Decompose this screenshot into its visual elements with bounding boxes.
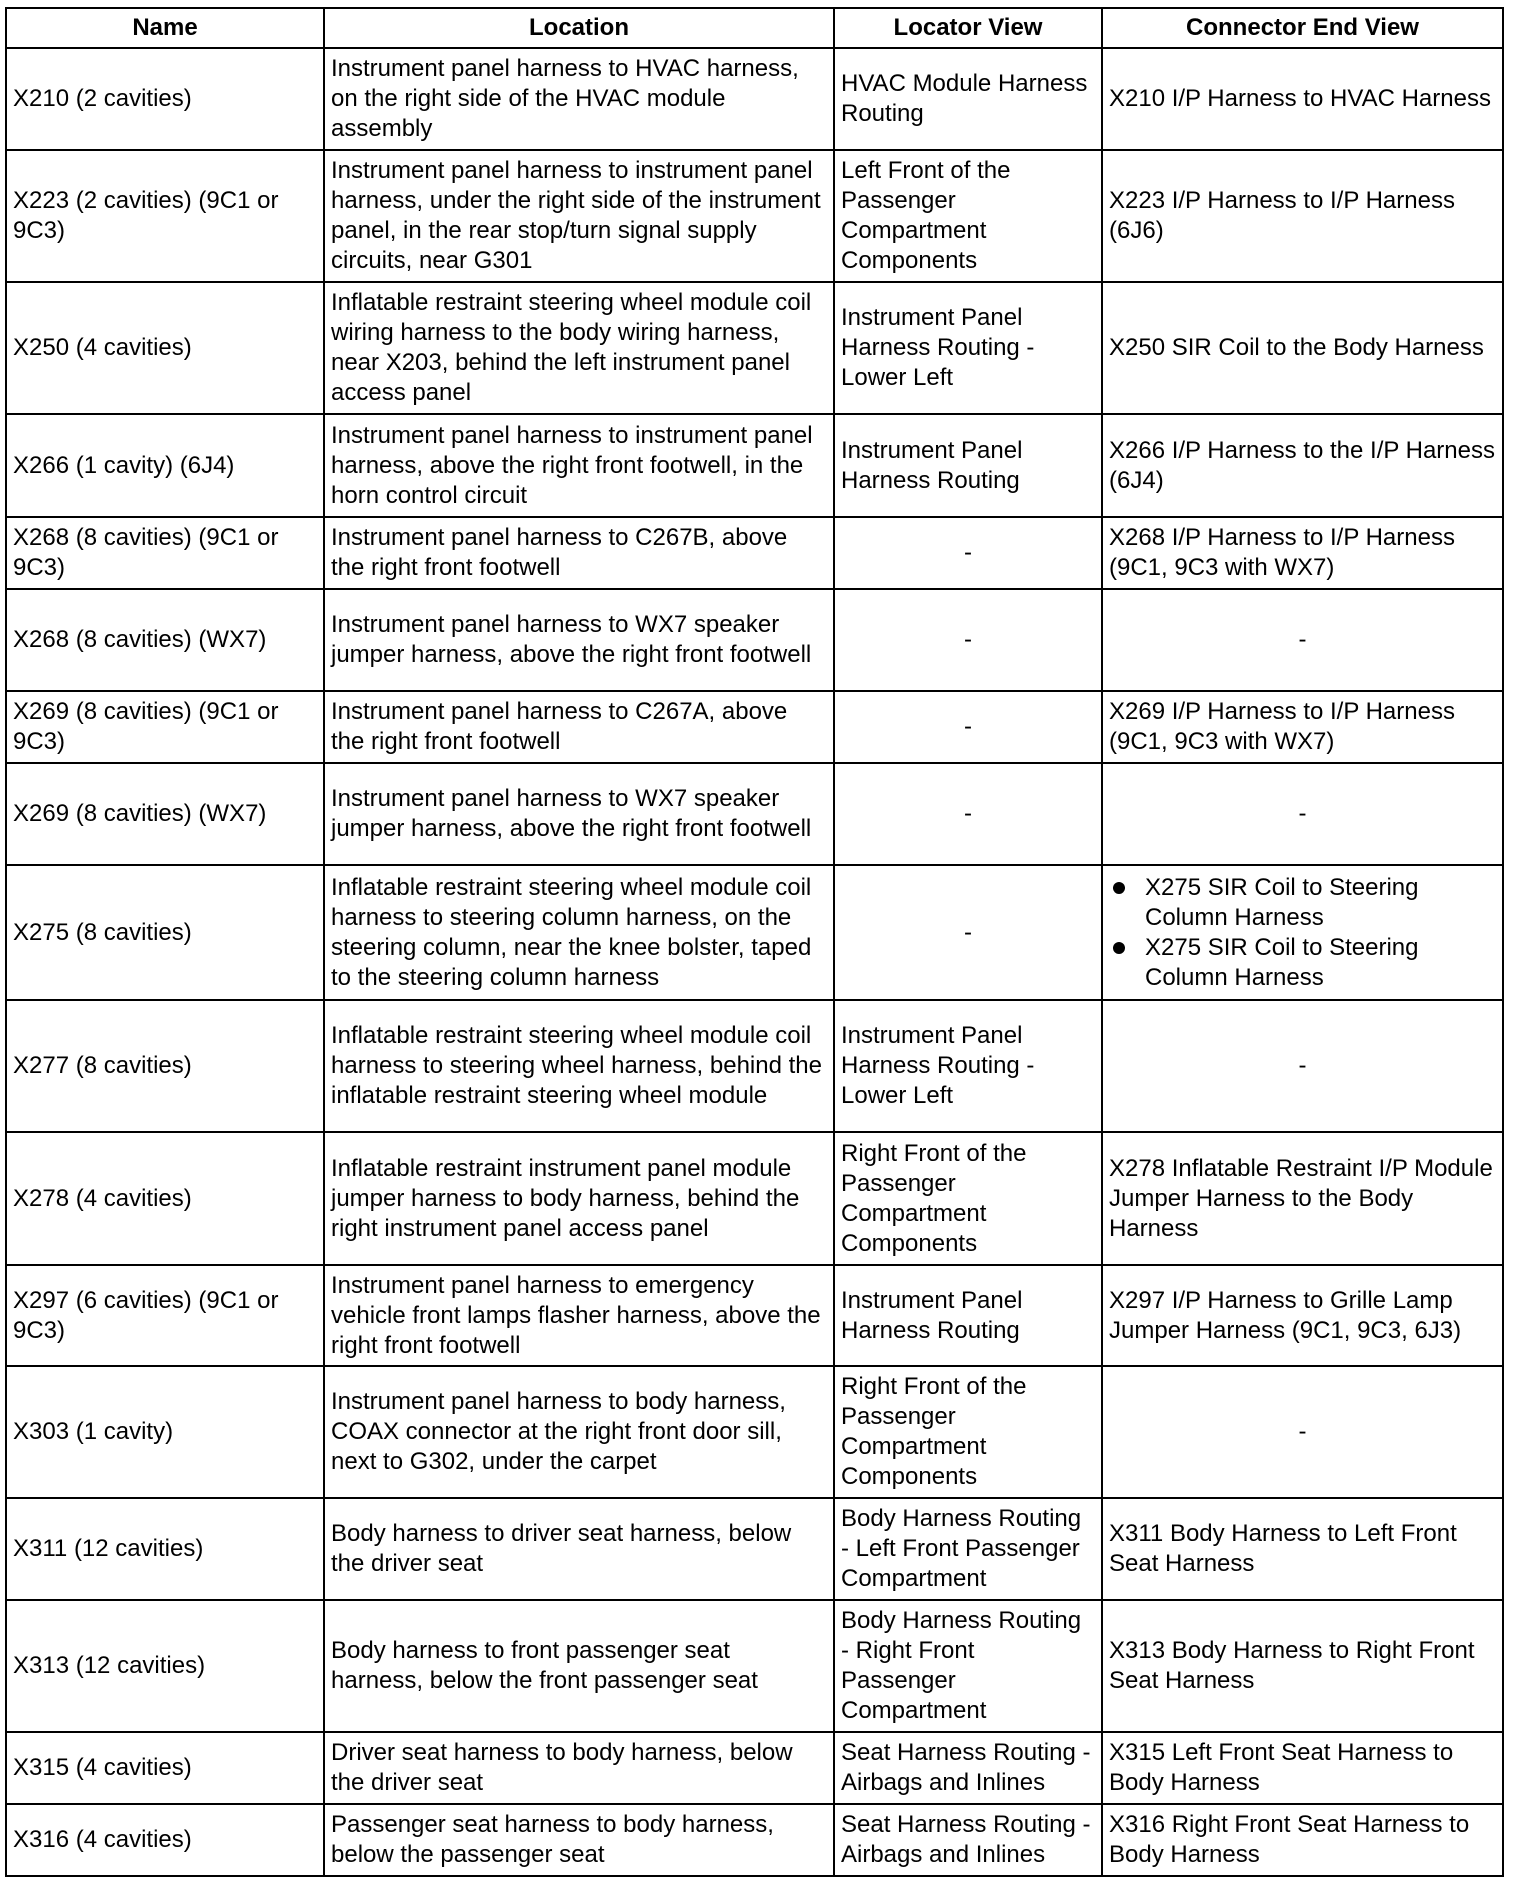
cell-connector-end-view: X278 Inflatable Restraint I/P Module Jumper Harness to the Body Harness: [1102, 1132, 1503, 1265]
table-row: [6, 1000, 1503, 1132]
cell-locator-view: -: [834, 763, 1102, 865]
table-row: [6, 1498, 1503, 1600]
cell-connector-end-view: X266 I/P Harness to the I/P Harness (6J4): [1102, 414, 1503, 517]
table-row: [6, 48, 1503, 150]
bullet-icon: [1113, 942, 1125, 954]
cell-connector-end-view: -: [1102, 589, 1503, 691]
table-row: [6, 865, 1503, 1000]
cell-locator-view: HVAC Module Harness Routing: [834, 48, 1102, 150]
bullet-text: X275 SIR Coil to Steering Column Harness: [1145, 873, 1419, 931]
cell-location: Body harness to driver seat harness, below the driver seat: [324, 1498, 834, 1600]
cell-connector-end-view: X223 I/P Harness to I/P Harness (6J6): [1102, 150, 1503, 282]
cell-name: X269 (8 cavities) (9C1 or 9C3): [6, 691, 324, 763]
cell-locator-view: Right Front of the Passenger Compartment Components: [834, 1132, 1102, 1265]
list-item: [1145, 873, 1496, 933]
cell-locator-view: Body Harness Routing - Right Front Passenger Compartment: [834, 1600, 1102, 1732]
bullet-text: X275 SIR Coil to Steering Column Harness: [1145, 933, 1419, 991]
cell-locator-view: Instrument Panel Harness Routing - Lower Left: [834, 1000, 1102, 1132]
header-location: Location: [324, 8, 834, 48]
table-row: [6, 1265, 1503, 1366]
cell-connector-end-view: X297 I/P Harness to Grille Lamp Jumper Harness (9C1, 9C3, 6J3): [1102, 1265, 1503, 1366]
cell-name: X303 (1 cavity): [6, 1366, 324, 1498]
cell-locator-view: -: [834, 865, 1102, 1000]
cell-connector-end-view: X315 Left Front Seat Harness to Body Harness: [1102, 1732, 1503, 1804]
header-locator-view: Locator View: [834, 8, 1102, 48]
table-row: [6, 763, 1503, 865]
cell-name: X277 (8 cavities): [6, 1000, 324, 1132]
table-row: [6, 150, 1503, 282]
cell-location: Instrument panel harness to emergency vehicle front lamps flasher harness, above the right front footwell: [324, 1265, 834, 1366]
cell-locator-view: -: [834, 691, 1102, 763]
cell-name: X315 (4 cavities): [6, 1732, 324, 1804]
cell-name: X210 (2 cavities): [6, 48, 324, 150]
cell-name: X297 (6 cavities) (9C1 or 9C3): [6, 1265, 324, 1366]
list-item: [1145, 933, 1496, 993]
table-row: [6, 414, 1503, 517]
cell-name: X266 (1 cavity) (6J4): [6, 414, 324, 517]
table-row: [6, 1366, 1503, 1498]
cell-connector-end-view: X269 I/P Harness to I/P Harness (9C1, 9C3 with WX7): [1102, 691, 1503, 763]
cell-location: Instrument panel harness to WX7 speaker jumper harness, above the right front footwell: [324, 589, 834, 691]
cell-connector-end-view: -: [1102, 1000, 1503, 1132]
cell-location: Instrument panel harness to C267B, above the right front footwell: [324, 517, 834, 589]
cell-connector-end-view: X316 Right Front Seat Harness to Body Harness: [1102, 1804, 1503, 1876]
header-name: Name: [6, 8, 324, 48]
cell-name: X275 (8 cavities): [6, 865, 324, 1000]
cell-location: Inflatable restraint steering wheel module coil harness to steering column harness, on the steering column, near the knee bolster, taped to the steering column harness: [324, 865, 834, 1000]
cell-connector-end-view: -: [1102, 1366, 1503, 1498]
cell-location: Inflatable restraint steering wheel module coil wiring harness to the body wiring harness, near X203, behind the left instrument panel access panel: [324, 282, 834, 414]
cell-connector-end-view: -: [1102, 763, 1503, 865]
cell-name: X268 (8 cavities) (WX7): [6, 589, 324, 691]
cell-location: Instrument panel harness to WX7 speaker jumper harness, above the right front footwell: [324, 763, 834, 865]
cell-locator-view: -: [834, 517, 1102, 589]
cell-name: X250 (4 cavities): [6, 282, 324, 414]
connector-bullet-list: [1109, 873, 1496, 993]
table-row: [6, 589, 1503, 691]
cell-name: X268 (8 cavities) (9C1 or 9C3): [6, 517, 324, 589]
cell-connector-end-view: X313 Body Harness to Right Front Seat Harness: [1102, 1600, 1503, 1732]
cell-connector-end-view: X268 I/P Harness to I/P Harness (9C1, 9C3 with WX7): [1102, 517, 1503, 589]
cell-location: Inflatable restraint steering wheel module coil harness to steering wheel harness, behind the inflatable restraint steering wheel module: [324, 1000, 834, 1132]
cell-connector-end-view: [1102, 865, 1503, 1000]
cell-location: Instrument panel harness to instrument panel harness, under the right side of the instrument panel, in the rear stop/turn signal supply circuits, near G301: [324, 150, 834, 282]
header-row: [6, 8, 1503, 48]
cell-name: X311 (12 cavities): [6, 1498, 324, 1600]
cell-locator-view: Body Harness Routing - Left Front Passenger Compartment: [834, 1498, 1102, 1600]
cell-name: X278 (4 cavities): [6, 1132, 324, 1265]
cell-location: Instrument panel harness to instrument panel harness, above the right front footwell, in the horn control circuit: [324, 414, 834, 517]
table-row: [6, 1804, 1503, 1876]
table-row: [6, 691, 1503, 763]
cell-location: Instrument panel harness to C267A, above the right front footwell: [324, 691, 834, 763]
table-row: [6, 1732, 1503, 1804]
cell-connector-end-view: X311 Body Harness to Left Front Seat Harness: [1102, 1498, 1503, 1600]
cell-name: X223 (2 cavities) (9C1 or 9C3): [6, 150, 324, 282]
cell-locator-view: Instrument Panel Harness Routing - Lower Left: [834, 282, 1102, 414]
cell-location: Instrument panel harness to HVAC harness, on the right side of the HVAC module assembly: [324, 48, 834, 150]
table-row: [6, 517, 1503, 589]
cell-locator-view: Instrument Panel Harness Routing: [834, 414, 1102, 517]
connector-table: [5, 7, 1504, 1877]
cell-location: Driver seat harness to body harness, below the driver seat: [324, 1732, 834, 1804]
cell-location: Passenger seat harness to body harness, below the passenger seat: [324, 1804, 834, 1876]
cell-locator-view: -: [834, 589, 1102, 691]
cell-location: Instrument panel harness to body harness, COAX connector at the right front door sill, next to G302, under the carpet: [324, 1366, 834, 1498]
bullet-icon: [1113, 882, 1125, 894]
cell-locator-view: Instrument Panel Harness Routing: [834, 1265, 1102, 1366]
cell-locator-view: Left Front of the Passenger Compartment Components: [834, 150, 1102, 282]
cell-name: X316 (4 cavities): [6, 1804, 324, 1876]
cell-name: X313 (12 cavities): [6, 1600, 324, 1732]
table-row: [6, 1132, 1503, 1265]
cell-locator-view: Right Front of the Passenger Compartment Components: [834, 1366, 1102, 1498]
cell-location: Body harness to front passenger seat harness, below the front passenger seat: [324, 1600, 834, 1732]
cell-locator-view: Seat Harness Routing - Airbags and Inlines: [834, 1732, 1102, 1804]
table-row: [6, 1600, 1503, 1732]
cell-location: Inflatable restraint instrument panel module jumper harness to body harness, behind the right instrument panel access panel: [324, 1132, 834, 1265]
cell-connector-end-view: X210 I/P Harness to HVAC Harness: [1102, 48, 1503, 150]
header-connector-end-view: Connector End View: [1102, 8, 1503, 48]
cell-name: X269 (8 cavities) (WX7): [6, 763, 324, 865]
cell-locator-view: Seat Harness Routing - Airbags and Inlines: [834, 1804, 1102, 1876]
table-row: [6, 282, 1503, 414]
cell-connector-end-view: X250 SIR Coil to the Body Harness: [1102, 282, 1503, 414]
